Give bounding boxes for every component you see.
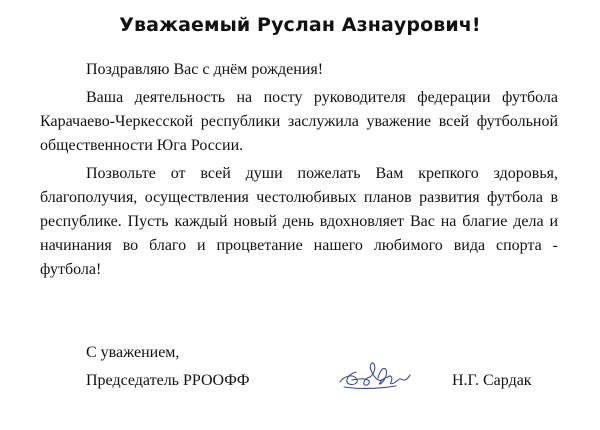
signer-position: Председатель РРООФФ <box>86 372 250 389</box>
signer-name: Н.Г. Сардак <box>452 372 532 389</box>
letter-body <box>40 58 558 286</box>
closing-phrase: С уважением, <box>86 344 180 361</box>
signature-block <box>86 372 546 398</box>
paragraph-greeting: Поздравляю Вас с днём рождения! <box>86 61 324 78</box>
salutation-heading: Уважаемый Руслан Азнаурович! <box>119 14 481 36</box>
paragraph-wishes: Позвольте от всей души пожелать Вам крепкого здоровья, благополучия, осуществления честолюбивых планов развития футбола в республике. Пусть каждый новый день вдохновляет Вас на благие дела и начинания во благо и процветание нашего любимого вида спорта - футбола! <box>40 165 558 278</box>
handwritten-signature-icon <box>338 356 412 396</box>
paragraph-achievements: Ваша деятельность на посту руководителя федерации футбола Карачаево-Черкесской республики заслужила уважение всей футбольной общественности Юга России. <box>40 89 558 154</box>
